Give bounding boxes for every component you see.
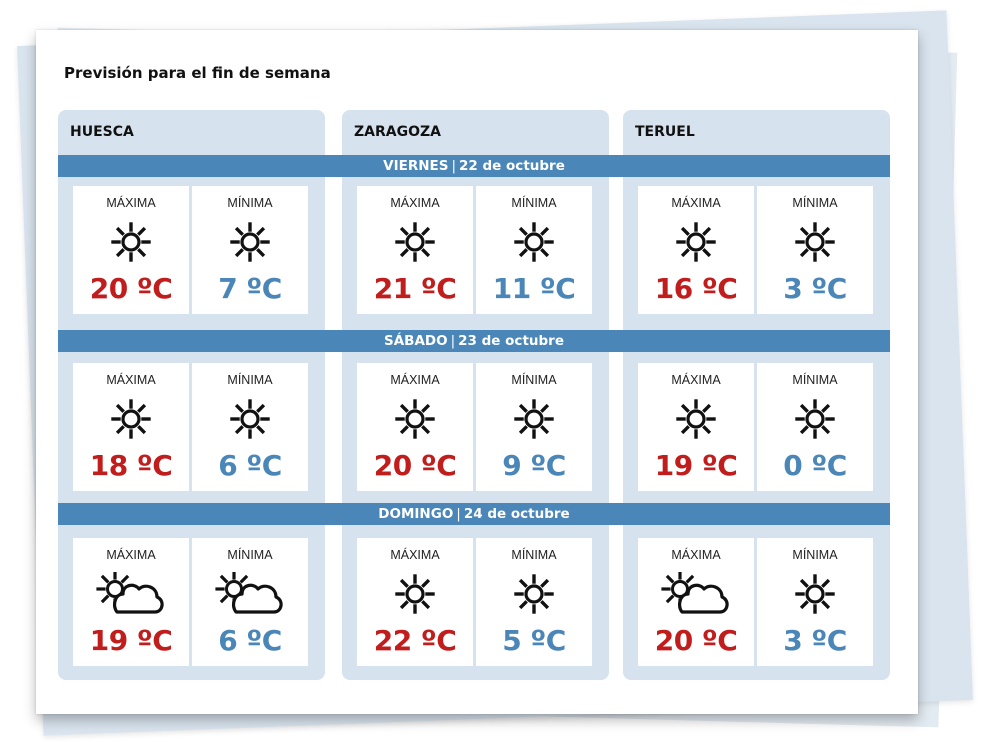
sun-icon xyxy=(757,571,873,617)
min-temperature: 7 ºC xyxy=(218,272,282,305)
forecast-tile-min xyxy=(476,538,592,666)
max-label: MÁXIMA xyxy=(671,373,721,387)
day-name: SÁBADO xyxy=(384,333,448,349)
sun-icon xyxy=(192,219,308,265)
forecast-title: Previsión para el fin de semana xyxy=(64,64,331,82)
sun-icon xyxy=(192,396,308,442)
sun-icon xyxy=(357,219,473,265)
max-label: MÁXIMA xyxy=(671,196,721,210)
sun-icon xyxy=(357,396,473,442)
day-date: 22 de octubre xyxy=(459,158,565,174)
min-label: MÍNIMA xyxy=(792,196,838,210)
sun-icon xyxy=(757,219,873,265)
max-label: MÁXIMA xyxy=(390,196,440,210)
day-separator: | xyxy=(456,506,461,522)
max-label: MÁXIMA xyxy=(671,548,721,562)
city-name: ZARAGOZA xyxy=(354,124,441,140)
min-temperature: 6 ºC xyxy=(218,449,282,482)
min-temperature: 0 ºC xyxy=(783,449,847,482)
forecast-tile-max xyxy=(357,538,473,666)
max-temperature: 19 ºC xyxy=(654,449,738,482)
max-temperature: 20 ºC xyxy=(89,272,173,305)
max-label: MÁXIMA xyxy=(390,373,440,387)
min-temperature: 11 ºC xyxy=(492,272,576,305)
partly-cloudy-icon xyxy=(73,571,189,617)
max-temperature: 21 ºC xyxy=(373,272,457,305)
max-label: MÁXIMA xyxy=(106,548,156,562)
sun-icon xyxy=(357,571,473,617)
min-label: MÍNIMA xyxy=(792,548,838,562)
forecast-tile-max xyxy=(73,538,189,666)
max-temperature: 16 ºC xyxy=(654,272,738,305)
min-label: MÍNIMA xyxy=(511,196,557,210)
forecast-tile-max xyxy=(357,363,473,491)
max-temperature: 22 ºC xyxy=(373,624,457,657)
day-name: VIERNES xyxy=(383,158,449,174)
forecast-tile-min xyxy=(476,186,592,314)
min-temperature: 3 ºC xyxy=(783,624,847,657)
day-date: 24 de octubre xyxy=(463,506,570,522)
forecast-tile-max xyxy=(638,186,754,314)
sun-icon xyxy=(73,396,189,442)
min-temperature: 5 ºC xyxy=(502,624,566,657)
forecast-tile-min xyxy=(192,538,308,666)
partly-cloudy-icon xyxy=(192,571,308,617)
city-name: HUESCA xyxy=(70,124,134,140)
day-header-0 xyxy=(58,155,890,177)
max-label: MÁXIMA xyxy=(390,548,440,562)
forecast-tile-max xyxy=(638,363,754,491)
forecast-tile-min xyxy=(757,363,873,491)
sun-icon xyxy=(638,396,754,442)
day-header-1 xyxy=(58,330,890,352)
min-label: MÍNIMA xyxy=(227,548,273,562)
max-temperature: 19 ºC xyxy=(89,624,173,657)
min-label: MÍNIMA xyxy=(511,373,557,387)
day-separator: | xyxy=(451,158,457,174)
min-label: MÍNIMA xyxy=(227,373,273,387)
forecast-tile-min xyxy=(192,363,308,491)
sun-icon xyxy=(757,396,873,442)
forecast-tile-min xyxy=(757,186,873,314)
forecast-tile-min xyxy=(476,363,592,491)
min-temperature: 9 ºC xyxy=(502,449,566,482)
day-separator: | xyxy=(450,333,456,349)
forecast-tile-min xyxy=(757,538,873,666)
partly-cloudy-icon xyxy=(638,571,754,617)
max-label: MÁXIMA xyxy=(106,373,156,387)
day-date: 23 de octubre xyxy=(458,333,564,349)
min-label: MÍNIMA xyxy=(792,373,838,387)
day-header-2 xyxy=(58,503,890,525)
forecast-card xyxy=(36,30,918,714)
min-label: MÍNIMA xyxy=(511,548,557,562)
forecast-tile-max xyxy=(357,186,473,314)
max-temperature: 20 ºC xyxy=(373,449,457,482)
min-temperature: 6 ºC xyxy=(218,624,282,657)
forecast-tile-max xyxy=(73,363,189,491)
max-temperature: 20 ºC xyxy=(654,624,738,657)
day-name: DOMINGO xyxy=(378,506,454,522)
max-label: MÁXIMA xyxy=(106,196,156,210)
forecast-tile-max xyxy=(638,538,754,666)
min-label: MÍNIMA xyxy=(227,196,273,210)
sun-icon xyxy=(476,396,592,442)
max-temperature: 18 ºC xyxy=(89,449,173,482)
min-temperature: 3 ºC xyxy=(783,272,847,305)
sun-icon xyxy=(476,219,592,265)
sun-icon xyxy=(73,219,189,265)
forecast-tile-max xyxy=(73,186,189,314)
sun-icon xyxy=(638,219,754,265)
forecast-tile-min xyxy=(192,186,308,314)
city-name: TERUEL xyxy=(635,124,695,140)
sun-icon xyxy=(476,571,592,617)
